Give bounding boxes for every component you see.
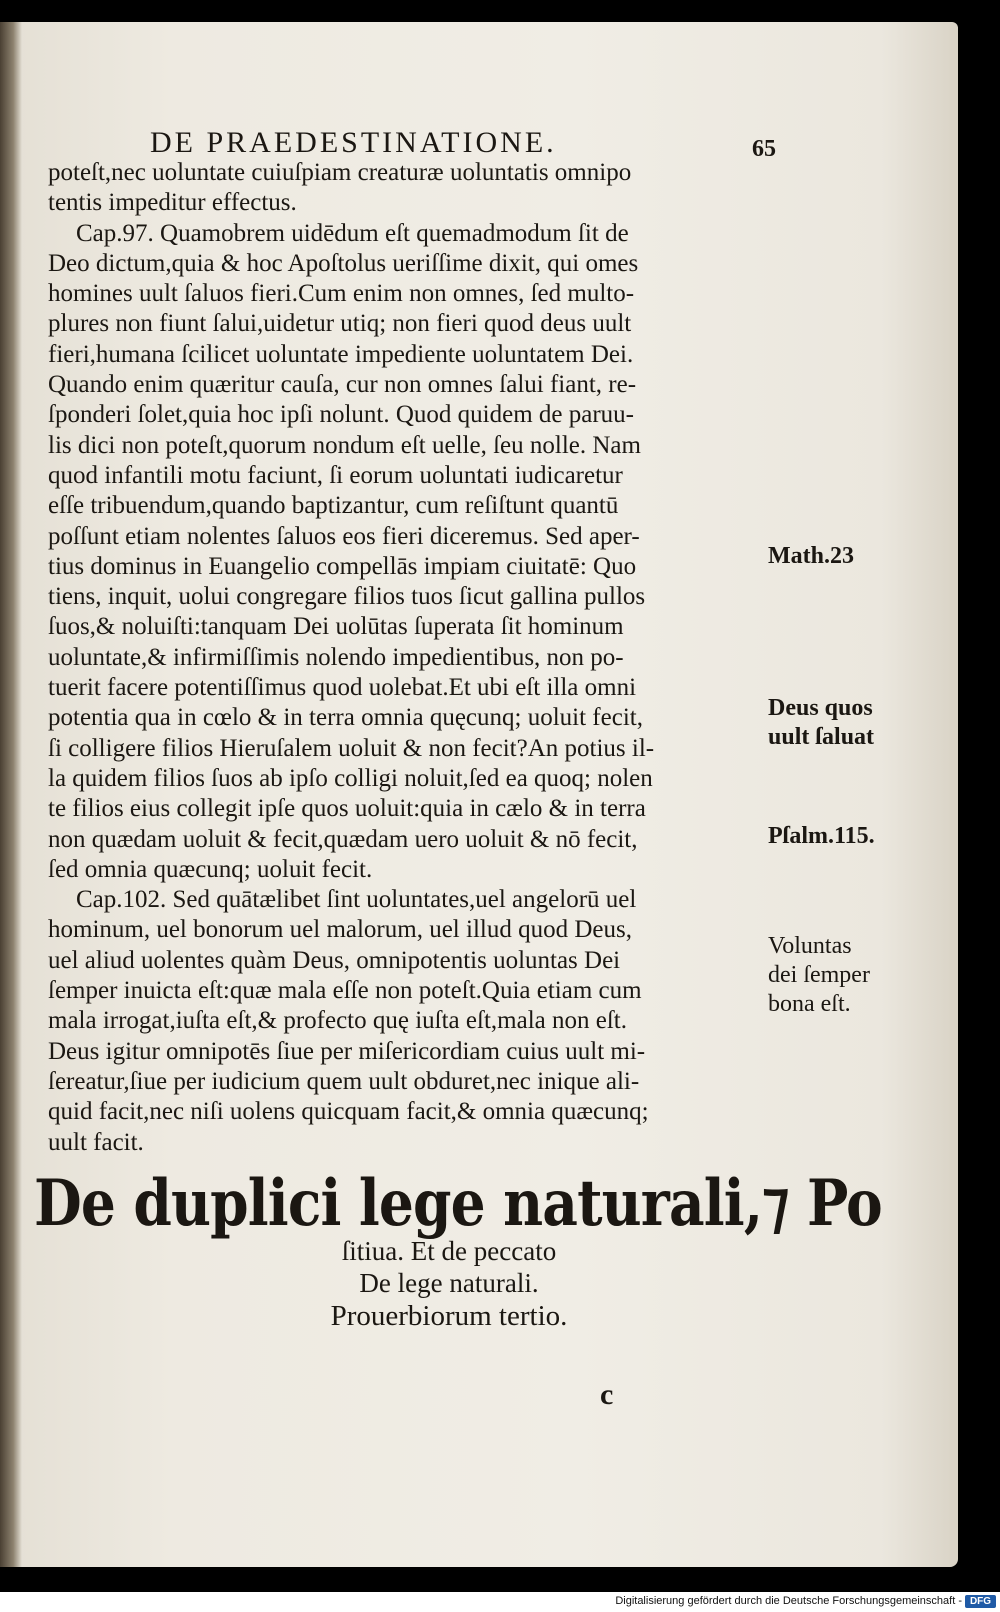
body-line: la quidem filios ſuos ab ipſo colligi noluit,ſed ea quoq; nolen xyxy=(48,764,653,792)
body-line: tiens, inquit, uolui congregare filios tuos ſicut gallina pullos xyxy=(48,583,646,611)
margin-note-voluntas-2: dei ſemper xyxy=(768,962,870,988)
body-line: ſed omnia quæcunq; uoluit fecit. xyxy=(48,855,373,883)
section-subheading-2: De lege naturali. xyxy=(359,1268,539,1298)
body-line: ſereatur,ſiue per iudicium quem uult obduret,nec inique ali- xyxy=(48,1067,640,1095)
body-line: quod infantili motu faciunt, ſi eorum uoluntati iudicaretur xyxy=(48,461,623,489)
margin-note-voluntas-3: bona eſt. xyxy=(768,991,851,1017)
body-line: tius dominus in Euangelio compellās impiam ciuitatē: Quo xyxy=(48,552,637,580)
body-line: uult facit. xyxy=(48,1128,144,1156)
body-line: quid facit,nec niſi uolens quicquam facit,& omnia quæcunq; xyxy=(48,1098,649,1126)
body-line: ſemper inuicta eſt:quæ mala eſſe non poteſt.Quia etiam cum xyxy=(48,977,642,1005)
body-line: mala irrogat,iuſta eſt,& profecto quę iuſta eſt,mala non eſt. xyxy=(48,1007,627,1035)
body-line: te filios eius collegit ipſe quos uoluit:quia in cælo & in terra xyxy=(48,795,646,823)
footer-bar xyxy=(0,1592,1000,1612)
body-line: tuerit facere potentiſſimus quod uolebat.Et ubi eſt illa omni xyxy=(48,674,637,702)
margin-note-deus-quos: Deus quos xyxy=(768,695,873,721)
margin-note-psalm: Pſalm.115. xyxy=(768,823,875,849)
body-line: Cap.97. Quamobrem uidēdum eſt quemadmodum ſit de xyxy=(76,219,629,247)
body-line: Deus igitur omnipotēs ſiue per miſericordiam cuius uult mi- xyxy=(48,1037,646,1065)
body-line: Deo dictum,quia & hoc Apoſtolus ueriſſime dixit, qui omes xyxy=(48,249,639,277)
body-line: plures non fiunt ſalui,uidetur utiq; non fieri quod deus uult xyxy=(48,310,632,338)
body-line: eſſe tribuendum,quando baptizantur, cum reſiſtunt quantū xyxy=(48,492,619,520)
body-line: tentis impeditur effectus. xyxy=(48,189,297,217)
body-text xyxy=(48,158,778,1158)
body-line: hominum, uel bonorum uel malorum, uel illud quod Deus, xyxy=(48,916,632,944)
body-line: uel aliud uolentes quàm Deus, omnipotentis uoluntas Dei xyxy=(48,946,621,974)
body-line: Quando enim quæritur cauſa, cur non omnes ſalui fiant, re- xyxy=(48,371,637,399)
body-line: uoluntate,& infirmiſſimis nolendo impedientibus, non po- xyxy=(48,643,624,671)
body-line: lis dici non poteſt,quorum nondum eſt uelle, ſeu nolle. Nam xyxy=(48,431,641,459)
body-line: ſponderi ſolet,quia hoc ipſi nolunt. Quod quidem de paruu- xyxy=(48,401,634,429)
body-line: Cap.102. Sed quātælibet ſint uoluntates,uel angelorū uel xyxy=(76,886,637,914)
body-line: poteſt,nec uoluntate cuiuſpiam creaturæ uoluntatis omnipo xyxy=(48,159,632,186)
body-line: fieri,humana ſcilicet uoluntate impediente uoluntatem Dei. xyxy=(48,340,634,368)
margin-note-math: Math.23 xyxy=(768,543,854,569)
margin-note-deus-quos-2: uult ſaluat xyxy=(768,724,875,750)
body-line: homines uult ſaluos fieri.Cum enim non omnes, ſed multo- xyxy=(48,280,635,308)
book-page xyxy=(0,22,958,1567)
running-header-title: DE PRAEDESTINATIONE. xyxy=(150,126,557,159)
dfg-logo[interactable]: DFG xyxy=(965,1595,996,1608)
section-subheading-3: Prouerbiorum tertio. xyxy=(330,1300,568,1332)
body-line: poſſunt etiam nolentes ſaluos eos fieri diceremus. Sed aper- xyxy=(48,522,640,550)
body-line: ſuos,& noluiſti:tanquam Dei uolūtas ſuperata ſit hominum xyxy=(48,613,624,641)
page-number: 65 xyxy=(752,136,776,162)
section-subheading: ſitiua. Et de peccato xyxy=(341,1236,557,1266)
page-binding-shadow xyxy=(0,22,22,1567)
body-line: ſi colligere filios Hieruſalem uoluit & non fecit?An potius il- xyxy=(48,734,655,762)
footer-credit: Digitalisierung gefördert durch die Deutsche Forschungsgemeinschaft - xyxy=(615,1595,962,1607)
body-line: non quædam uoluit & fecit,quædam uero uoluit & nō fecit, xyxy=(48,825,638,853)
body-line: potentia qua in cœlo & in terra omnia quęcunq; uoluit fecit, xyxy=(48,704,643,732)
margin-note-voluntas: Voluntas xyxy=(768,933,852,959)
signature-mark: c xyxy=(600,1378,614,1411)
section-heading: De duplici lege naturali,⁊ Po xyxy=(34,1166,882,1241)
